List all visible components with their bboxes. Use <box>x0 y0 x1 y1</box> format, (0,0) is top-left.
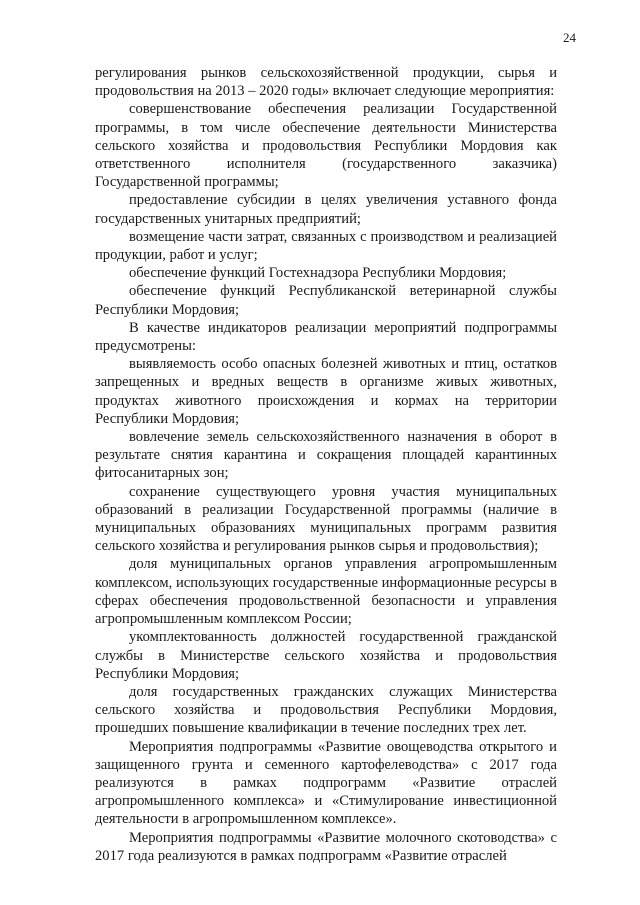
paragraph-8: выявляемость особо опасных болезней животных и птиц, остатков запрещенных и вредных веществ в организме живых животных, продуктах животного происхождения и кормах на территории Республики Мордовия; <box>95 356 557 427</box>
paragraph-6: обеспечение функций Республиканской ветеринарной службы Республики Мордовия; <box>95 283 557 318</box>
paragraph-15: Мероприятия подпрограммы «Развитие молочного скотоводства» с 2017 года реализуются в рамках подпрограмм «Развитие отраслей <box>95 829 557 864</box>
paragraph-2: совершенствование обеспечения реализации Государственной программы, в том числе обеспечение деятельности Министерства сельского хозяйства и продовольствия Республики Мордовия как ответственного исполнителя (государственного заказчика) Государственной программы; <box>95 101 557 191</box>
paragraph-7: В качестве индикаторов реализации мероприятий подпрограммы предусмотрены: <box>95 319 557 355</box>
paragraph-11: доля муниципальных органов управления агропромышленным комплексом, использующих государственные информационные ресурсы в сферах обеспечения продовольственной безопасности и управления агропромышленным комплексом России; <box>95 556 557 628</box>
paragraph-5: обеспечение функций Гостехнадзора Республики Мордовия; <box>129 265 507 282</box>
paragraph-4: возмещение части затрат, связанных с производством и реализацией продукции, работ и услуг; <box>95 228 557 264</box>
document-body <box>95 64 557 865</box>
paragraph-14: Мероприятия подпрограммы «Развитие овощеводства открытого и защищенного грунта и семенного картофелеводства» с 2017 года реализуются в рамках подпрограмм «Развитие отраслей агропромышленного комплекса» и «Стимулирование инвестиционной деятельности в агропромышленном комплексе». <box>95 738 557 828</box>
paragraph-3: предоставление субсидии в целях увеличения уставного фонда государственных унитарных предприятий; <box>95 192 557 227</box>
paragraph-12: укомплектованность должностей государственной гражданской службы в Министерстве сельского хозяйства и продовольствия Республики Мордовия; <box>95 629 557 682</box>
page-number: 24 <box>563 30 576 45</box>
paragraph-9: вовлечение земель сельскохозяйственного назначения в оборот в результате снятия карантина и сокращения площадей карантинных фитосанитарных зон; <box>95 429 557 482</box>
paragraph-13: доля государственных гражданских служащих Министерства сельского хозяйства и продовольствия Республики Мордовия, прошедших повышение квалификации в течение последних трех лет. <box>95 683 557 737</box>
paragraph-1: регулирования рынков сельскохозяйственной продукции, сырья и продовольствия на 2013 – 2020 годы» включает следующие мероприятия: <box>95 65 557 100</box>
paragraph-10: сохранение существующего уровня участия муниципальных образований в реализации Государственной программы (наличие в муниципальных образованиях муниципальных программ развития сельского хозяйства и регулирования рынков сырья и продовольствия); <box>95 483 557 555</box>
